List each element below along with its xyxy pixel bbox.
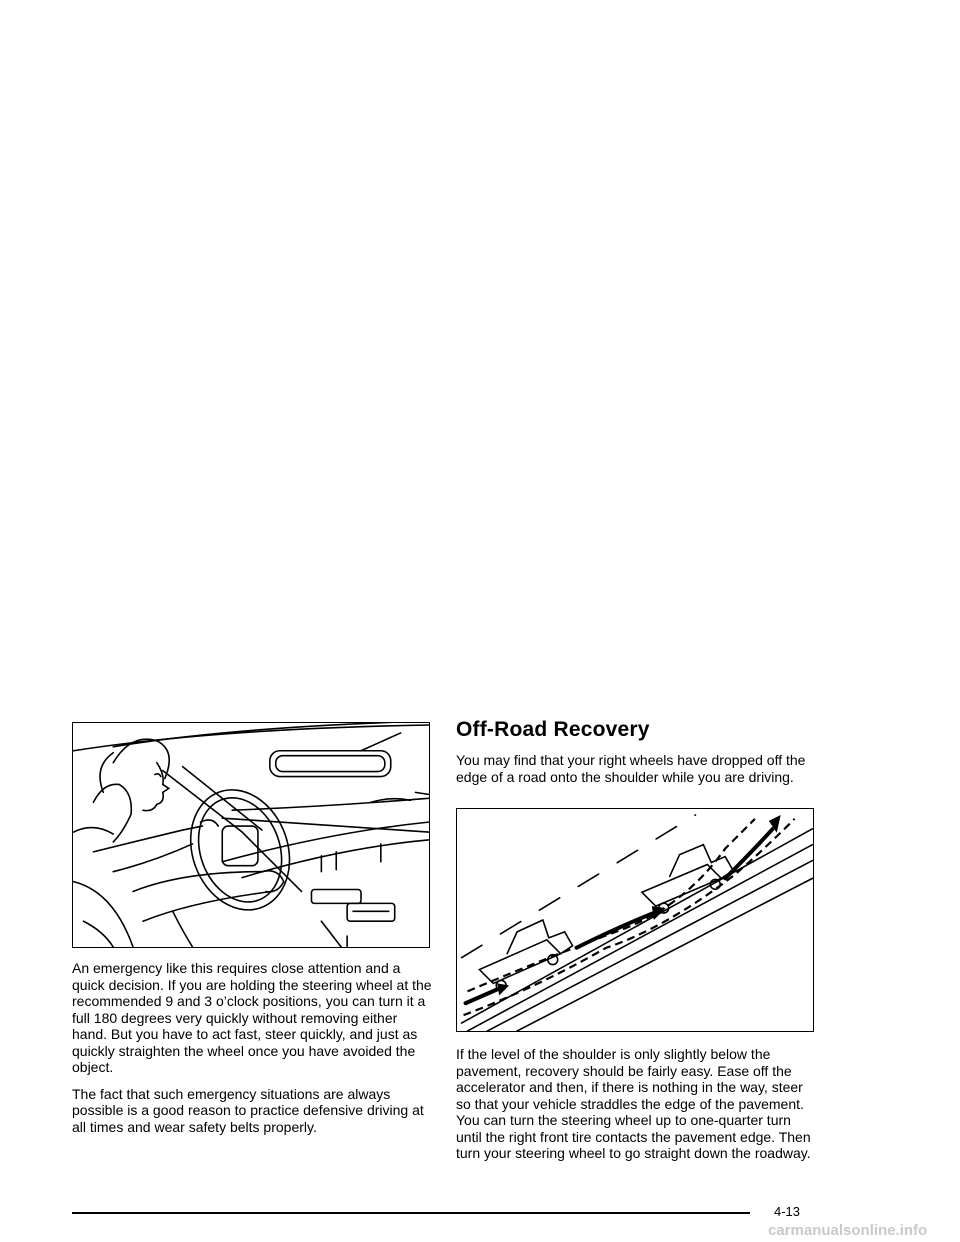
- right-column-intro: [456, 752, 816, 795]
- page-number: 4-13: [774, 1204, 801, 1219]
- section-heading: Off-Road Recovery: [456, 718, 650, 741]
- driver-drawing: [73, 723, 429, 947]
- right-column-text: [456, 1046, 816, 1172]
- intro-paragraph: You may find that your right wheels have dropped off the edge of a road onto the shoulder while you are driving.: [456, 752, 806, 785]
- left-column-text: [72, 960, 432, 1145]
- recovery-drawing: [457, 809, 813, 1031]
- emergency-paragraph: An emergency like this requires close attention and a quick decision. If you are holding the steering wheel at the recommended 9 and 3 o’clock positions, you can turn it a full 180 degrees very quickly without removing either hand. But you have to act fast, steer quickly, and just as quickly straighten the wheel once you have avoided the object.: [72, 960, 432, 1075]
- defensive-driving-paragraph: The fact that such emergency situations are always possible is a good reason to practice defensive driving at all times and wear safety belts properly.: [72, 1085, 424, 1135]
- footer-rule: [72, 1212, 750, 1214]
- off-road-recovery-illustration: [456, 808, 814, 1032]
- driver-illustration: [72, 722, 430, 948]
- recovery-paragraph: If the level of the shoulder is only slightly below the pavement, recovery should be fairly easy. Ease off the accelerator and then, if there is nothing in the way, steer so that your vehicle straddles the edge of the pavement. You can turn the steering wheel up to one-quarter turn until the right front tire contacts the pavement edge. Then turn your steering wheel to go straight down the roadway.: [456, 1046, 811, 1161]
- watermark: carmanualsonline.info: [768, 1222, 928, 1239]
